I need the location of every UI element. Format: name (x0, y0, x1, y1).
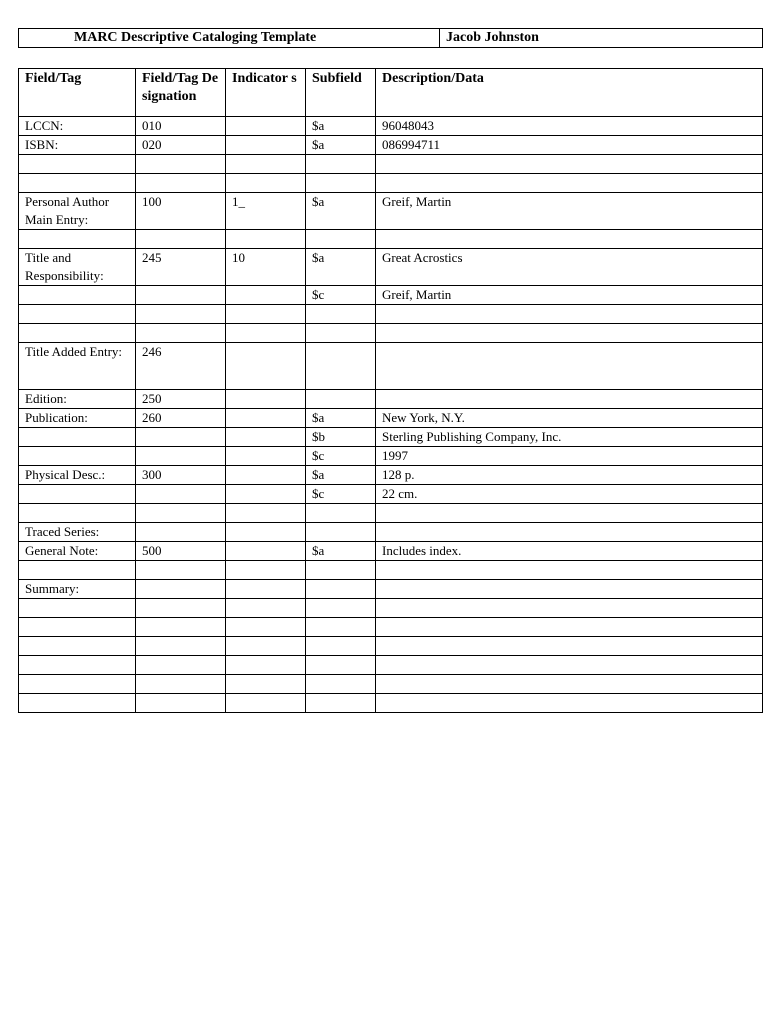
data-cell (376, 230, 763, 249)
data-cell: Includes index. (376, 542, 763, 561)
table-row (19, 409, 763, 428)
tag-cell (136, 618, 226, 637)
table-row (19, 324, 763, 343)
table-row (19, 174, 763, 193)
table-row (19, 193, 763, 230)
field-cell (19, 694, 136, 713)
table-row (19, 249, 763, 286)
subfield-cell (306, 580, 376, 599)
field-cell (19, 599, 136, 618)
column-header-row (19, 69, 763, 117)
subfield-cell (306, 523, 376, 542)
table-row (19, 117, 763, 136)
indicator-cell: 1_ (226, 193, 306, 230)
indicator-cell (226, 542, 306, 561)
field-cell (19, 656, 136, 675)
table-row (19, 523, 763, 542)
data-cell: Greif, Martin (376, 193, 763, 230)
indicator-cell (226, 343, 306, 390)
data-cell: New York, N.Y. (376, 409, 763, 428)
indicator-cell (226, 618, 306, 637)
field-cell: Title and Responsibility: (19, 249, 136, 286)
header-table (18, 28, 763, 48)
subfield-cell (306, 561, 376, 580)
table-row (19, 694, 763, 713)
column-header-subfield: Subfield (306, 69, 376, 117)
indicator-cell (226, 485, 306, 504)
data-cell (376, 324, 763, 343)
tag-cell: 260 (136, 409, 226, 428)
subfield-cell (306, 599, 376, 618)
table-row (19, 656, 763, 675)
field-cell: Edition: (19, 390, 136, 409)
marc-table (18, 68, 763, 713)
subfield-cell (306, 390, 376, 409)
tag-cell: 010 (136, 117, 226, 136)
indicator-cell (226, 637, 306, 656)
template-title: MARC Descriptive Cataloging Template (19, 29, 440, 48)
tag-cell (136, 485, 226, 504)
table-row (19, 286, 763, 305)
tag-cell (136, 656, 226, 675)
header-row (19, 29, 763, 48)
tag-cell (136, 523, 226, 542)
data-cell: 086994711 (376, 136, 763, 155)
tag-cell (136, 324, 226, 343)
table-row (19, 485, 763, 504)
table-row (19, 466, 763, 485)
field-cell (19, 324, 136, 343)
table-row (19, 155, 763, 174)
data-cell (376, 390, 763, 409)
tag-cell (136, 155, 226, 174)
data-cell: Sterling Publishing Company, Inc. (376, 428, 763, 447)
subfield-cell (306, 618, 376, 637)
tag-cell (136, 428, 226, 447)
field-cell: General Note: (19, 542, 136, 561)
field-cell (19, 618, 136, 637)
field-cell (19, 637, 136, 656)
table-row (19, 580, 763, 599)
field-cell: ISBN: (19, 136, 136, 155)
data-cell (376, 155, 763, 174)
table-row (19, 675, 763, 694)
tag-cell (136, 286, 226, 305)
subfield-cell (306, 174, 376, 193)
subfield-cell (306, 637, 376, 656)
indicator-cell (226, 136, 306, 155)
subfield-cell: $a (306, 542, 376, 561)
table-row (19, 343, 763, 390)
field-cell (19, 305, 136, 324)
indicator-cell (226, 694, 306, 713)
indicator-cell (226, 561, 306, 580)
tag-cell (136, 675, 226, 694)
data-cell (376, 656, 763, 675)
subfield-cell (306, 343, 376, 390)
data-cell (376, 599, 763, 618)
data-cell: 128 p. (376, 466, 763, 485)
table-row (19, 136, 763, 155)
data-cell (376, 523, 763, 542)
field-cell (19, 485, 136, 504)
table-row (19, 599, 763, 618)
indicator-cell (226, 523, 306, 542)
tag-cell: 246 (136, 343, 226, 390)
tag-cell (136, 580, 226, 599)
subfield-cell: $c (306, 447, 376, 466)
subfield-cell (306, 155, 376, 174)
data-cell: 22 cm. (376, 485, 763, 504)
subfield-cell (306, 504, 376, 523)
subfield-cell: $c (306, 485, 376, 504)
field-cell: Traced Series: (19, 523, 136, 542)
indicator-cell (226, 504, 306, 523)
data-cell (376, 561, 763, 580)
indicator-cell (226, 675, 306, 694)
indicator-cell (226, 466, 306, 485)
table-row (19, 637, 763, 656)
data-cell (376, 174, 763, 193)
field-cell: Title Added Entry: (19, 343, 136, 390)
indicator-cell (226, 174, 306, 193)
indicator-cell (226, 656, 306, 675)
tag-cell: 100 (136, 193, 226, 230)
data-cell: Great Acrostics (376, 249, 763, 286)
table-row (19, 504, 763, 523)
table-row (19, 618, 763, 637)
cataloger-name: Jacob Johnston (440, 29, 763, 48)
tag-cell: 020 (136, 136, 226, 155)
table-row (19, 230, 763, 249)
tag-cell (136, 230, 226, 249)
field-cell: Publication: (19, 409, 136, 428)
field-cell (19, 428, 136, 447)
indicator-cell (226, 599, 306, 618)
field-cell (19, 230, 136, 249)
data-cell (376, 694, 763, 713)
subfield-cell (306, 324, 376, 343)
table-row (19, 447, 763, 466)
field-cell (19, 561, 136, 580)
field-cell (19, 504, 136, 523)
field-cell (19, 286, 136, 305)
tag-cell: 250 (136, 390, 226, 409)
data-cell (376, 618, 763, 637)
subfield-cell: $a (306, 409, 376, 428)
table-row (19, 390, 763, 409)
tag-cell: 500 (136, 542, 226, 561)
data-cell: 96048043 (376, 117, 763, 136)
table-row (19, 561, 763, 580)
tag-cell (136, 694, 226, 713)
indicator-cell (226, 324, 306, 343)
column-header-designation: Field/Tag Designation (136, 69, 226, 117)
column-header-indicators: Indicator s (226, 69, 306, 117)
subfield-cell: $a (306, 136, 376, 155)
tag-cell (136, 637, 226, 656)
data-cell: 1997 (376, 447, 763, 466)
indicator-cell (226, 390, 306, 409)
subfield-cell (306, 230, 376, 249)
data-cell (376, 504, 763, 523)
tag-cell (136, 447, 226, 466)
column-header-field-tag: Field/Tag (19, 69, 136, 117)
table-row (19, 305, 763, 324)
data-cell (376, 343, 763, 390)
tag-cell (136, 561, 226, 580)
marc-body (19, 117, 763, 713)
field-cell: Summary: (19, 580, 136, 599)
tag-cell (136, 174, 226, 193)
field-cell (19, 155, 136, 174)
indicator-cell (226, 409, 306, 428)
tag-cell (136, 504, 226, 523)
indicator-cell (226, 580, 306, 599)
tag-cell (136, 305, 226, 324)
indicator-cell (226, 230, 306, 249)
indicator-cell (226, 155, 306, 174)
subfield-cell (306, 694, 376, 713)
indicator-cell (226, 428, 306, 447)
indicator-cell (226, 286, 306, 305)
field-cell (19, 447, 136, 466)
table-row (19, 428, 763, 447)
subfield-cell: $a (306, 249, 376, 286)
table-row (19, 542, 763, 561)
subfield-cell (306, 675, 376, 694)
subfield-cell: $a (306, 193, 376, 230)
data-cell (376, 305, 763, 324)
tag-cell: 245 (136, 249, 226, 286)
subfield-cell: $a (306, 466, 376, 485)
data-cell (376, 637, 763, 656)
data-cell (376, 675, 763, 694)
data-cell: Greif, Martin (376, 286, 763, 305)
tag-cell: 300 (136, 466, 226, 485)
subfield-cell: $c (306, 286, 376, 305)
field-cell: Physical Desc.: (19, 466, 136, 485)
tag-cell (136, 599, 226, 618)
subfield-cell: $b (306, 428, 376, 447)
column-header-description: Description/Data (376, 69, 763, 117)
subfield-cell (306, 656, 376, 675)
field-cell: Personal Author Main Entry: (19, 193, 136, 230)
subfield-cell: $a (306, 117, 376, 136)
field-cell (19, 174, 136, 193)
indicator-cell: 10 (226, 249, 306, 286)
indicator-cell (226, 305, 306, 324)
subfield-cell (306, 305, 376, 324)
data-cell (376, 580, 763, 599)
indicator-cell (226, 117, 306, 136)
indicator-cell (226, 447, 306, 466)
field-cell (19, 675, 136, 694)
field-cell: LCCN: (19, 117, 136, 136)
